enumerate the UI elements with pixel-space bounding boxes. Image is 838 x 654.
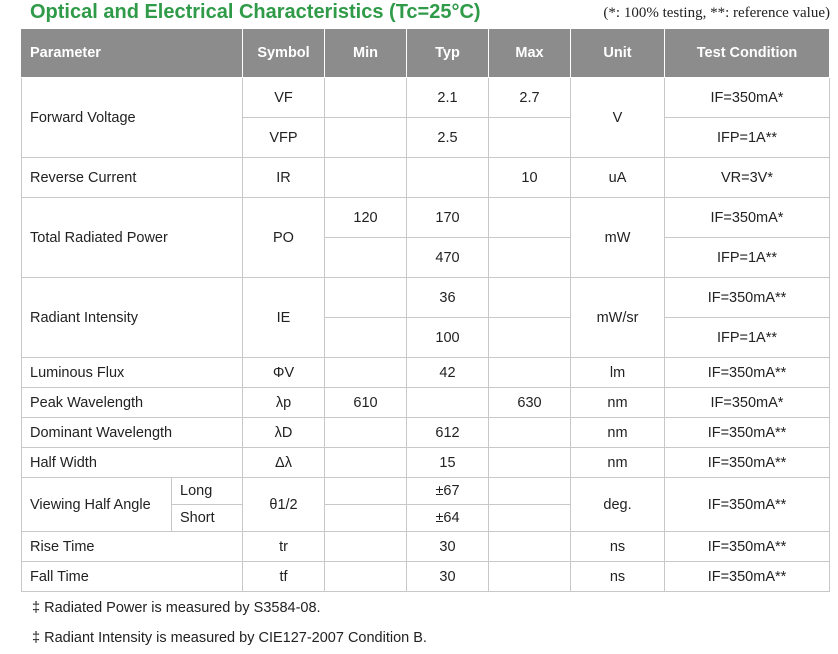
max-cell: [489, 505, 571, 532]
min-cell: [325, 505, 407, 532]
max-cell: [489, 418, 571, 448]
unit-cell: nm: [571, 418, 665, 448]
parameter-cell: Radiant Intensity: [22, 278, 243, 358]
unit-cell: nm: [571, 388, 665, 418]
symbol-cell: θ1/2: [243, 478, 325, 532]
unit-cell: uA: [571, 158, 665, 198]
table-row: [22, 278, 830, 318]
typ-cell: 2.5: [407, 118, 489, 158]
characteristics-table: [21, 28, 830, 592]
footnote-radiated-power: ‡ Radiated Power is measured by S3584-08.: [32, 600, 321, 616]
max-cell: [489, 562, 571, 592]
symbol-cell: VFP: [243, 118, 325, 158]
min-cell: [325, 78, 407, 118]
parameter-cell: Viewing Half Angle: [22, 478, 172, 532]
max-cell: 2.7: [489, 78, 571, 118]
typ-cell: ±64: [407, 505, 489, 532]
max-cell: [489, 238, 571, 278]
max-cell: 10: [489, 158, 571, 198]
parameter-cell: Total Radiated Power: [22, 198, 243, 278]
unit-cell: V: [571, 78, 665, 158]
table-row: [22, 388, 830, 418]
min-cell: [325, 278, 407, 318]
symbol-cell: PO: [243, 198, 325, 278]
condition-cell: IFP=1A**: [665, 238, 830, 278]
table-row: [22, 532, 830, 562]
typ-cell: 42: [407, 358, 489, 388]
parameter-cell: Reverse Current: [22, 158, 243, 198]
typ-cell: 612: [407, 418, 489, 448]
min-cell: [325, 532, 407, 562]
parameter-cell: Rise Time: [22, 532, 243, 562]
symbol-cell: VF: [243, 78, 325, 118]
unit-cell: lm: [571, 358, 665, 388]
table-row: [22, 198, 830, 238]
table-row: [22, 448, 830, 478]
typ-cell: 36: [407, 278, 489, 318]
parameter-cell: Peak Wavelength: [22, 388, 243, 418]
max-cell: [489, 478, 571, 505]
condition-cell: IF=350mA**: [665, 532, 830, 562]
parameter-cell: Fall Time: [22, 562, 243, 592]
min-cell: [325, 418, 407, 448]
symbol-cell: tf: [243, 562, 325, 592]
max-cell: [489, 358, 571, 388]
max-cell: [489, 318, 571, 358]
page-title: Optical and Electrical Characteristics (Tc=25°C): [30, 1, 481, 23]
typ-cell: 470: [407, 238, 489, 278]
condition-cell: IF=350mA*: [665, 198, 830, 238]
table-row: [22, 478, 830, 505]
min-cell: [325, 562, 407, 592]
max-cell: [489, 198, 571, 238]
min-cell: 610: [325, 388, 407, 418]
table-row: [22, 562, 830, 592]
parameter-cell: Dominant Wavelength: [22, 418, 243, 448]
symbol-cell: IE: [243, 278, 325, 358]
typ-cell: ±67: [407, 478, 489, 505]
sub-parameter-cell: Long: [172, 478, 243, 505]
sub-parameter-cell: Short: [172, 505, 243, 532]
header-symbol: Symbol: [243, 29, 325, 78]
min-cell: [325, 238, 407, 278]
table-header-row: [22, 29, 830, 78]
min-cell: [325, 318, 407, 358]
symbol-cell: λp: [243, 388, 325, 418]
typ-cell: 30: [407, 562, 489, 592]
typ-cell: 100: [407, 318, 489, 358]
typ-cell: 2.1: [407, 78, 489, 118]
max-cell: [489, 448, 571, 478]
max-cell: 630: [489, 388, 571, 418]
max-cell: [489, 118, 571, 158]
table-row: [22, 358, 830, 388]
symbol-cell: IR: [243, 158, 325, 198]
min-cell: [325, 118, 407, 158]
condition-cell: IF=350mA**: [665, 448, 830, 478]
condition-cell: IF=350mA**: [665, 478, 830, 532]
header-unit: Unit: [571, 29, 665, 78]
typ-cell: [407, 388, 489, 418]
header-max: Max: [489, 29, 571, 78]
condition-cell: IF=350mA**: [665, 358, 830, 388]
condition-cell: IF=350mA**: [665, 562, 830, 592]
parameter-cell: Forward Voltage: [22, 78, 243, 158]
header-min: Min: [325, 29, 407, 78]
unit-cell: nm: [571, 448, 665, 478]
condition-cell: IF=350mA**: [665, 278, 830, 318]
typ-cell: [407, 158, 489, 198]
typ-cell: 15: [407, 448, 489, 478]
testing-note: (*: 100% testing, **: reference value): [603, 5, 830, 21]
symbol-cell: Δλ: [243, 448, 325, 478]
footnote-radiant-intensity: ‡ Radiant Intensity is measured by CIE127-2007 Condition B.: [32, 630, 427, 646]
unit-cell: mW: [571, 198, 665, 278]
min-cell: 120: [325, 198, 407, 238]
condition-cell: IF=350mA*: [665, 78, 830, 118]
symbol-cell: ΦV: [243, 358, 325, 388]
symbol-cell: tr: [243, 532, 325, 562]
condition-cell: IFP=1A**: [665, 118, 830, 158]
table-row: [22, 78, 830, 118]
condition-cell: VR=3V*: [665, 158, 830, 198]
min-cell: [325, 448, 407, 478]
max-cell: [489, 278, 571, 318]
min-cell: [325, 358, 407, 388]
header-parameter: Parameter: [22, 29, 243, 78]
condition-cell: IF=350mA*: [665, 388, 830, 418]
min-cell: [325, 478, 407, 505]
parameter-cell: Luminous Flux: [22, 358, 243, 388]
parameter-cell: Half Width: [22, 448, 243, 478]
table-row: [22, 158, 830, 198]
min-cell: [325, 158, 407, 198]
max-cell: [489, 532, 571, 562]
unit-cell: ns: [571, 532, 665, 562]
unit-cell: deg.: [571, 478, 665, 532]
condition-cell: IFP=1A**: [665, 318, 830, 358]
condition-cell: IF=350mA**: [665, 418, 830, 448]
header-test-condition: Test Condition: [665, 29, 830, 78]
unit-cell: mW/sr: [571, 278, 665, 358]
table-row: [22, 418, 830, 448]
symbol-cell: λD: [243, 418, 325, 448]
unit-cell: ns: [571, 562, 665, 592]
header-typ: Typ: [407, 29, 489, 78]
typ-cell: 170: [407, 198, 489, 238]
typ-cell: 30: [407, 532, 489, 562]
